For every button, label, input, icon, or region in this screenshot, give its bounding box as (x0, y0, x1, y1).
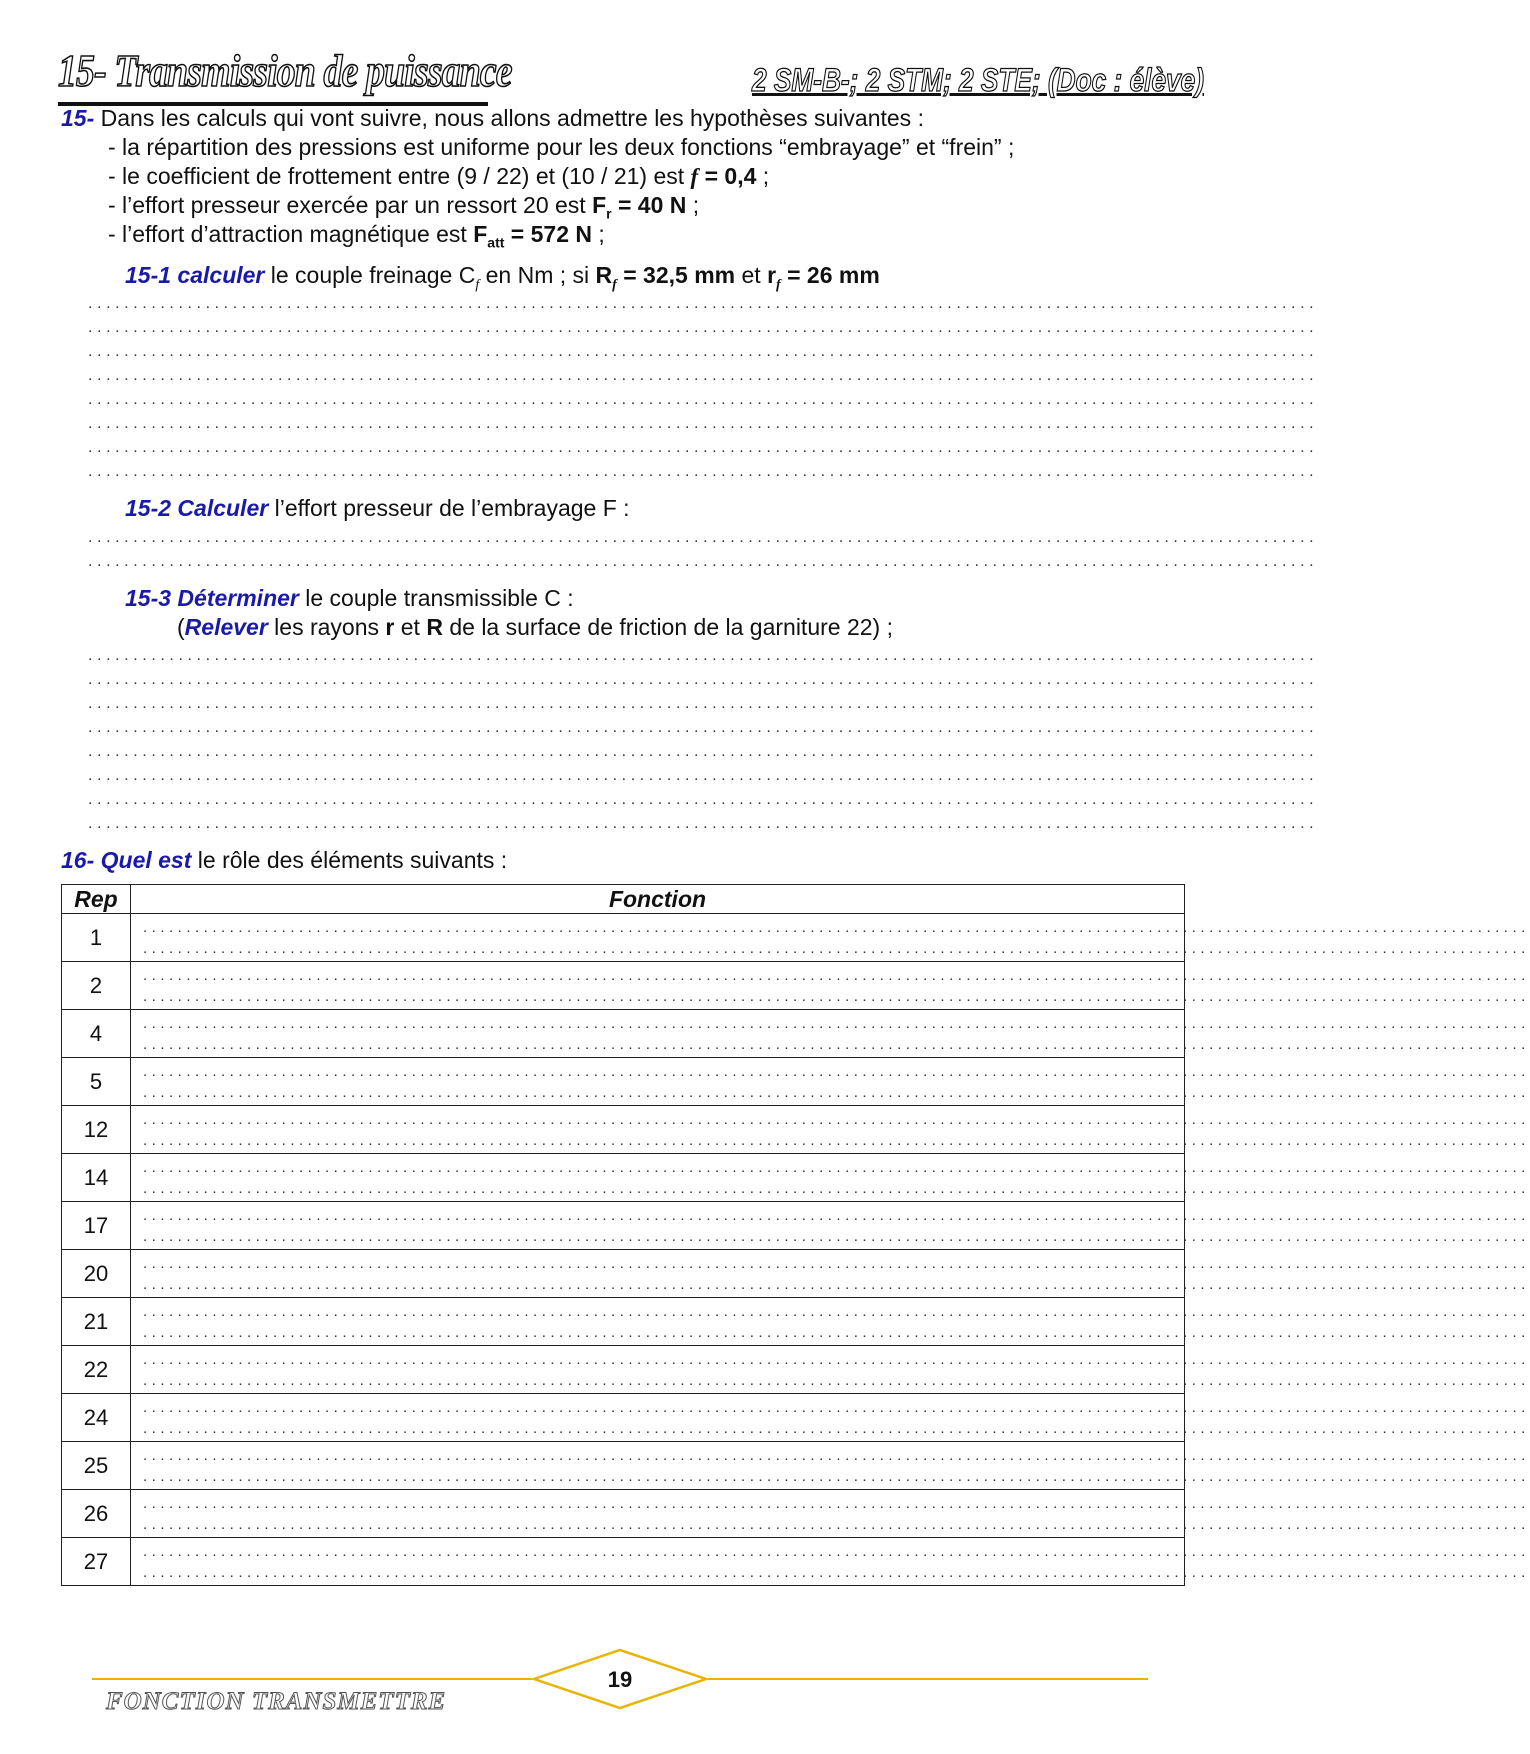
rf-small-sub: f (776, 277, 781, 293)
answer-line[interactable]: ................................................................................................................................................................ (143, 1302, 1530, 1320)
fonction-answer-cell[interactable] (131, 962, 1530, 1010)
page-number: 19 (607, 1667, 633, 1692)
answer-line[interactable]: ................................................................................................................................................................ (143, 1563, 1530, 1581)
answer-line[interactable]: ................................................................................................................................................................ (143, 1254, 1530, 1272)
answer-line[interactable]: ........................................................................................................................................ (88, 295, 1319, 312)
answer-line[interactable]: ................................................................................................................................................................ (143, 1398, 1530, 1416)
h3-value: = 40 N (611, 192, 687, 218)
rep-number: 4 (62, 1010, 131, 1058)
table-row (62, 1346, 1185, 1394)
answer-line[interactable]: ................................................................................................................................................................ (143, 1206, 1530, 1224)
answer-line[interactable]: ................................................................................................................................................................ (143, 1179, 1530, 1197)
answer-line[interactable]: ........................................................................................................................................ (88, 439, 1319, 456)
answer-line[interactable]: ................................................................................................................................................................ (143, 1323, 1530, 1341)
q15-intro-text: Dans les calculs qui vont suivre, nous allons admettre les hypothèses suivantes : (100, 105, 924, 131)
q15-1-label: 15-1 calculer (125, 262, 265, 288)
fonction-answer-cell[interactable] (131, 914, 1530, 962)
answer-line[interactable]: ........................................................................................................................................ (88, 767, 1319, 784)
q15-number: 15- (61, 105, 95, 131)
q15-1-text-2: en Nm ; si (479, 262, 596, 288)
fonction-answer-cell[interactable] (131, 1058, 1530, 1106)
rf-sub: f (612, 277, 617, 293)
fonction-answer-cell[interactable] (131, 1442, 1530, 1490)
q15-hypothesis-4 (108, 220, 605, 257)
answer-line[interactable]: ................................................................................................................................................................ (143, 1083, 1530, 1101)
rep-number: 17 (62, 1202, 131, 1250)
answer-line[interactable]: ........................................................................................................................................ (88, 343, 1319, 360)
function-table (61, 884, 1530, 1586)
note-text-2: et (394, 614, 427, 640)
rf-r: r (767, 262, 777, 288)
q15-3-prompt (125, 584, 574, 612)
q15-3-label: 15-3 Déterminer (125, 585, 299, 611)
h3-F-symbol: F (592, 192, 607, 218)
answer-line[interactable]: ........................................................................................................................................ (88, 671, 1319, 688)
q15-3-note (177, 613, 893, 641)
answer-line[interactable]: ................................................................................................................................................................ (143, 1014, 1530, 1032)
table-row (62, 1298, 1185, 1346)
answer-line[interactable]: ................................................................................................................................................................ (143, 1062, 1530, 1080)
answer-line[interactable]: ........................................................................................................................................ (88, 529, 1319, 546)
answer-line[interactable]: ........................................................................................................................................ (88, 791, 1319, 808)
rep-number: 12 (62, 1106, 131, 1154)
col-fonction-header: Fonction (131, 885, 1185, 914)
rf-R: R (595, 262, 613, 288)
q15-1-prompt (125, 261, 880, 300)
answer-line[interactable]: ................................................................................................................................................................ (143, 1158, 1530, 1176)
rf-value: = 32,5 mm (616, 262, 736, 288)
relever-label: Relever (184, 614, 268, 640)
answer-line[interactable]: ........................................................................................................................................ (88, 415, 1319, 432)
answer-line[interactable]: ................................................................................................................................................................ (143, 987, 1530, 1005)
answer-line[interactable]: ........................................................................................................................................ (88, 719, 1319, 736)
answer-line[interactable]: ........................................................................................................................................ (88, 695, 1319, 712)
answer-line[interactable]: ................................................................................................................................................................ (143, 1419, 1530, 1437)
table-row (62, 1202, 1185, 1250)
class-levels: 2 SM-B-; 2 STM; 2 STE; (Doc : élève) (752, 62, 1204, 98)
footer-line-right (708, 1678, 1148, 1680)
answer-line[interactable]: ........................................................................................................................................ (88, 463, 1319, 480)
answer-line[interactable]: ........................................................................................................................................ (88, 647, 1319, 664)
answer-line[interactable]: ................................................................................................................................................................ (143, 1350, 1530, 1368)
answer-line[interactable]: ................................................................................................................................................................ (143, 1467, 1530, 1485)
answer-line[interactable]: ................................................................................................................................................................ (143, 966, 1530, 984)
answer-line[interactable]: ........................................................................................................................................ (88, 367, 1319, 384)
table-header-row (62, 885, 1185, 914)
q15-1-text: le couple freinage C (264, 262, 476, 288)
answer-line[interactable]: ................................................................................................................................................................ (143, 1227, 1530, 1245)
answer-line[interactable]: ................................................................................................................................................................ (143, 1542, 1530, 1560)
answer-line[interactable]: ........................................................................................................................................ (88, 743, 1319, 760)
answer-line[interactable]: ........................................................................................................................................ (88, 391, 1319, 408)
h4-value: = 572 N (504, 221, 592, 247)
table-row (62, 962, 1185, 1010)
answer-line[interactable]: ........................................................................................................................................ (88, 553, 1319, 570)
q15-2-prompt (125, 494, 630, 522)
table-row (62, 1538, 1185, 1586)
rep-number: 25 (62, 1442, 131, 1490)
answer-line[interactable]: ................................................................................................................................................................ (143, 1446, 1530, 1464)
fonction-answer-cell[interactable] (131, 1010, 1530, 1058)
h2-text: - le coefficient de frottement entre (9 / 22) et (10 / 21) est (108, 163, 691, 189)
table-row (62, 1010, 1185, 1058)
rep-number: 27 (62, 1538, 131, 1586)
footer-title: FONCTION TRANSMETTRE (106, 1688, 447, 1715)
answer-line[interactable]: ................................................................................................................................................................ (143, 1110, 1530, 1128)
rep-number: 2 (62, 962, 131, 1010)
page-number-diamond (530, 1648, 710, 1710)
h3-end: ; (686, 192, 700, 218)
h2-end: ; (756, 163, 770, 189)
rep-number: 26 (62, 1490, 131, 1538)
rep-number: 1 (62, 914, 131, 962)
paren-open: ( (177, 614, 185, 640)
r-symbol: r (385, 614, 395, 640)
answer-line[interactable]: ................................................................................................................................................................ (143, 1515, 1530, 1533)
q16-text: le rôle des éléments suivants : (191, 847, 508, 873)
answer-line[interactable]: ................................................................................................................................................................ (143, 1131, 1530, 1149)
answer-line[interactable]: ........................................................................................................................................ (88, 319, 1319, 336)
answer-line[interactable]: ................................................................................................................................................................ (143, 1275, 1530, 1293)
rep-number: 24 (62, 1394, 131, 1442)
q15-intro (61, 104, 924, 132)
table-row (62, 1058, 1185, 1106)
rep-number: 14 (62, 1154, 131, 1202)
R-symbol: R (426, 614, 443, 640)
q16-label: 16- Quel est (61, 847, 192, 873)
fonction-answer-cell[interactable] (131, 1538, 1530, 1586)
rep-number: 20 (62, 1250, 131, 1298)
h3-text: - l’effort presseur exercée par un ressort 20 est (108, 192, 593, 218)
footer-line-left (92, 1678, 532, 1680)
q15-2-label: 15-2 Calculer (125, 495, 269, 521)
fonction-answer-cell[interactable] (131, 1490, 1530, 1538)
table-row (62, 1490, 1185, 1538)
answer-line[interactable]: ................................................................................................................................................................ (143, 1494, 1530, 1512)
note-text-1: les rayons (267, 614, 386, 640)
h2-value: = 0,4 (698, 163, 757, 189)
function-table-body (62, 914, 1530, 1586)
page-title: 15- Transmission de puissance (58, 45, 512, 96)
table-row (62, 1442, 1185, 1490)
h3-sub: r (606, 205, 612, 222)
note-text-3: de la surface de friction de la garniture 22) ; (442, 614, 893, 640)
fonction-answer-cell[interactable] (131, 1346, 1530, 1394)
table-row (62, 1250, 1185, 1298)
rep-number: 21 (62, 1298, 131, 1346)
rep-number: 5 (62, 1058, 131, 1106)
answer-line[interactable]: ................................................................................................................................................................ (143, 1035, 1530, 1053)
table-row (62, 1106, 1185, 1154)
cf-sub: f (475, 277, 480, 293)
table-row (62, 1394, 1185, 1442)
h4-text: - l’effort d’attraction magnétique est (108, 221, 474, 247)
col-rep-header: Rep (62, 885, 131, 914)
q16-prompt (61, 846, 507, 874)
fonction-answer-cell[interactable] (131, 1154, 1530, 1202)
h4-sub: att (487, 234, 505, 251)
h2-f-symbol: f (690, 164, 699, 189)
answer-line[interactable]: ................................................................................................................................................................ (143, 1371, 1530, 1389)
fonction-answer-cell[interactable] (131, 1106, 1530, 1154)
q15-hypothesis-1: - la répartition des pressions est uniforme pour les deux fonctions “embrayage” et “frein” ; (108, 134, 1015, 160)
fonction-answer-cell[interactable] (131, 1298, 1530, 1346)
q15-2-text: l’effort presseur de l’embrayage F : (268, 495, 630, 521)
q15-3-text: le couple transmissible C : (298, 585, 574, 611)
fonction-answer-cell[interactable] (131, 1202, 1530, 1250)
rf-small-value: = 26 mm (780, 262, 880, 288)
h4-F-symbol: F (473, 221, 488, 247)
q15-hypothesis-2 (108, 162, 769, 191)
answer-line[interactable]: ................................................................................................................................................................ (143, 939, 1530, 957)
q15-1-and: et (735, 262, 768, 288)
answer-line[interactable]: ................................................................................................................................................................ (143, 918, 1530, 936)
table-row (62, 1154, 1185, 1202)
fonction-answer-cell[interactable] (131, 1394, 1530, 1442)
rep-number: 22 (62, 1346, 131, 1394)
h4-end: ; (592, 221, 605, 247)
answer-line[interactable]: ........................................................................................................................................ (88, 815, 1319, 832)
table-row (62, 914, 1185, 962)
fonction-answer-cell[interactable] (131, 1250, 1530, 1298)
